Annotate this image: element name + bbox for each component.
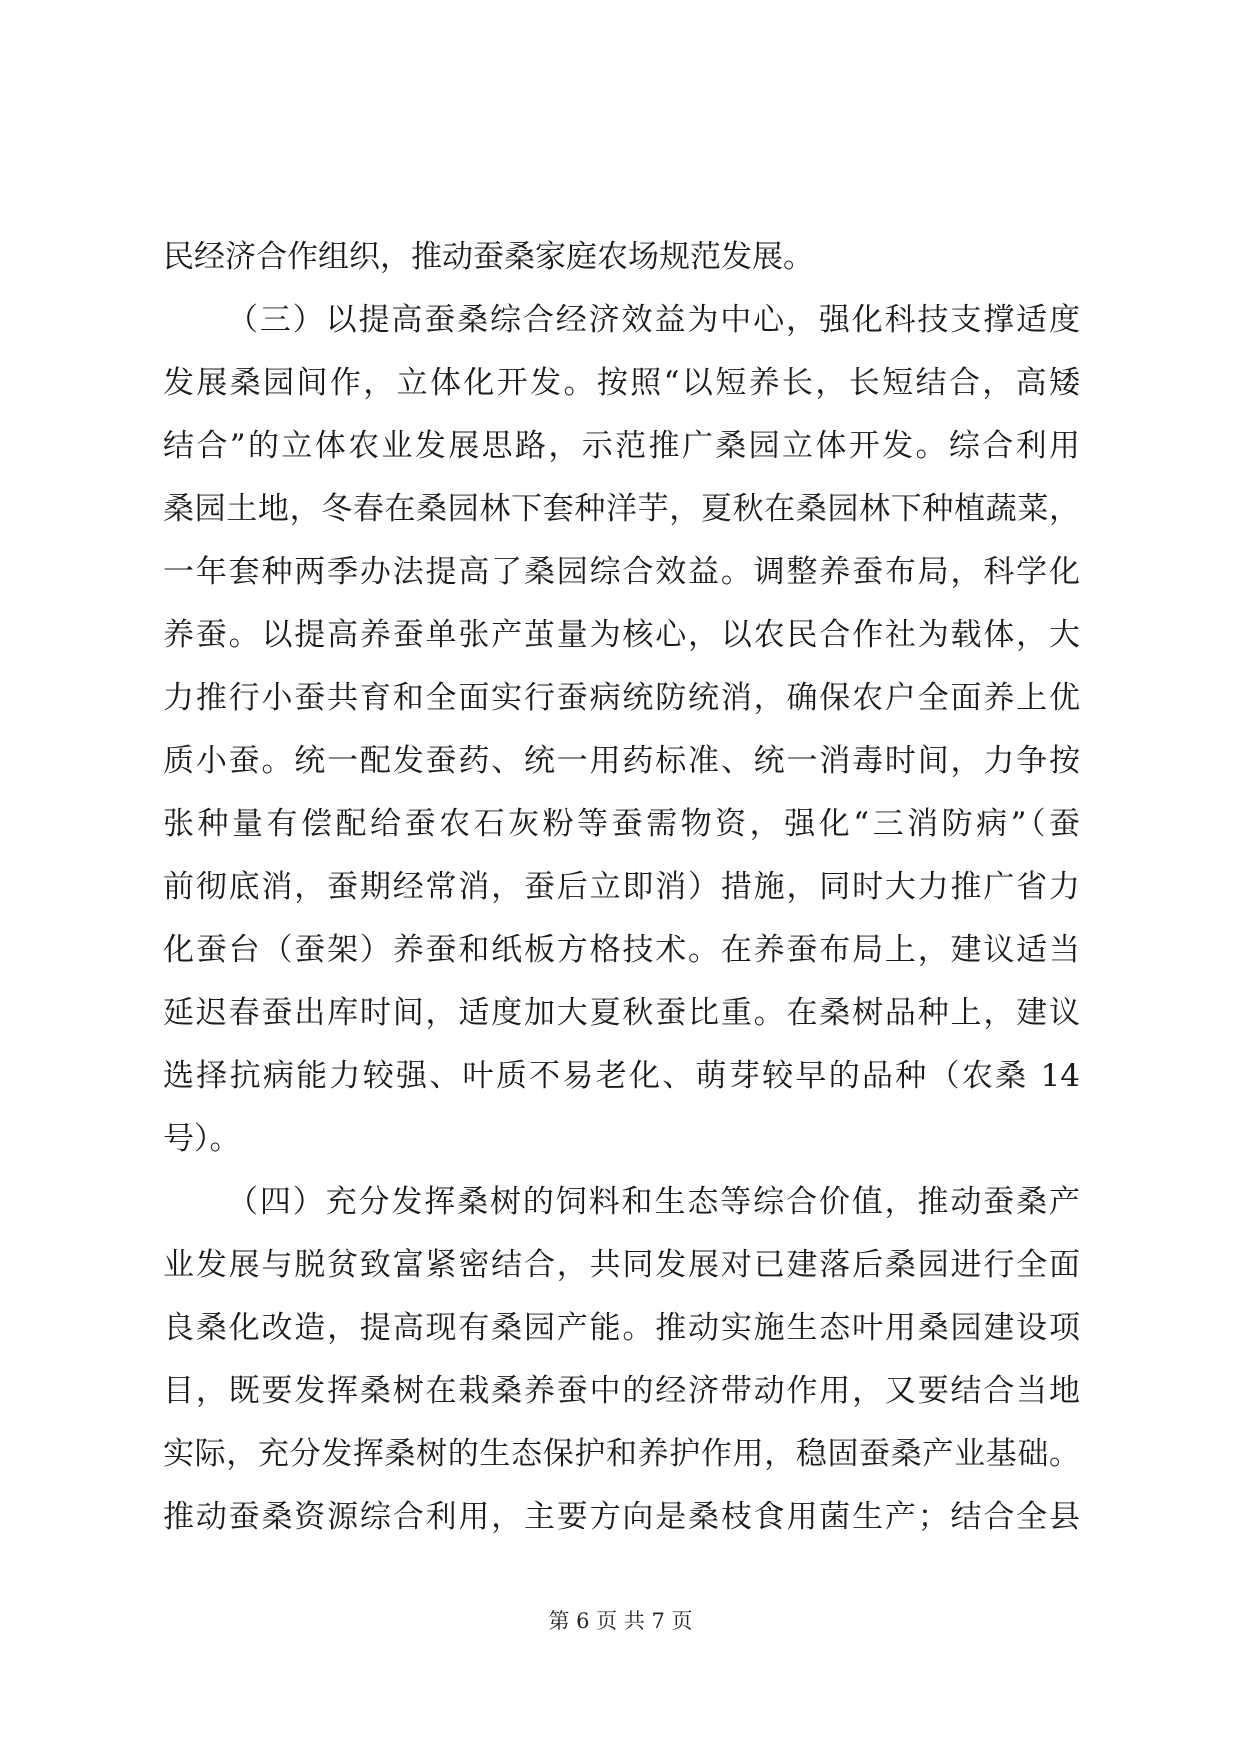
- page-footer: 第 6 页 共 7 页: [548, 1609, 693, 1633]
- paragraph-line: 桑园土地，冬春在桑园林下套种洋芋，夏秋在桑园林下种植蔬菜，: [163, 491, 1080, 527]
- paragraph-line: 推动蚕桑资源综合利用，主要方向是桑枝食用菌生产；结合全县: [163, 1499, 1080, 1535]
- body-text: [163, 226, 1080, 1549]
- paragraph-line: 延迟春蚕出库时间，适度加大夏秋蚕比重。在桑树品种上，建议: [163, 995, 1080, 1031]
- paragraph-line: 力推行小蚕共育和全面实行蚕病统防统消，确保农户全面养上优: [163, 680, 1080, 716]
- paragraph-line: 选择抗病能力较强、叶质不易老化、萌芽较早的品种（农桑 14: [163, 1058, 1080, 1094]
- paragraph-line: （四）充分发挥桑树的饲料和生态等综合价值，推动蚕桑产: [227, 1184, 1080, 1220]
- paragraph-line: 实际，充分发挥桑树的生态保护和养护作用，稳固蚕桑产业基础。: [163, 1436, 1080, 1472]
- paragraph-line: 发展桑园间作，立体化开发。按照“以短养长，长短结合，高矮: [163, 365, 1080, 401]
- paragraph-line: 号）。: [163, 1121, 241, 1157]
- paragraph-line: 一年套种两季办法提高了桑园综合效益。调整养蚕布局，科学化: [163, 554, 1080, 590]
- paragraph-line: 质小蚕。统一配发蚕药、统一用药标准、统一消毒时间，力争按: [163, 743, 1080, 779]
- paragraph-line: 前彻底消，蚕期经常消，蚕后立即消）措施，同时大力推广省力: [163, 869, 1080, 905]
- paragraph-line: 化蚕台（蚕架）养蚕和纸板方格技术。在养蚕布局上，建议适当: [163, 932, 1080, 968]
- paragraph-line: （三）以提高蚕桑综合经济效益为中心，强化科技支撑适度: [227, 302, 1080, 338]
- paragraph-line: 民经济合作组织，推动蚕桑家庭农场规范发展。: [163, 239, 814, 275]
- paragraph-line: 张种量有偿配给蚕农石灰粉等蚕需物资，强化“三消防病”（蚕: [163, 806, 1080, 842]
- paragraph-line: 结合”的立体农业发展思路，示范推广桑园立体开发。综合利用: [163, 428, 1080, 464]
- paragraph-line: 业发展与脱贫致富紧密结合，共同发展对已建落后桑园进行全面: [163, 1247, 1080, 1283]
- paragraph-line: 良桑化改造，提高现有桑园产能。推动实施生态叶用桑园建设项: [163, 1310, 1080, 1346]
- paragraph-line: 养蚕。以提高养蚕单张产茧量为核心，以农民合作社为载体，大: [163, 617, 1080, 653]
- paragraph-line: 目，既要发挥桑树在栽桑养蚕中的经济带动作用，又要结合当地: [163, 1373, 1080, 1409]
